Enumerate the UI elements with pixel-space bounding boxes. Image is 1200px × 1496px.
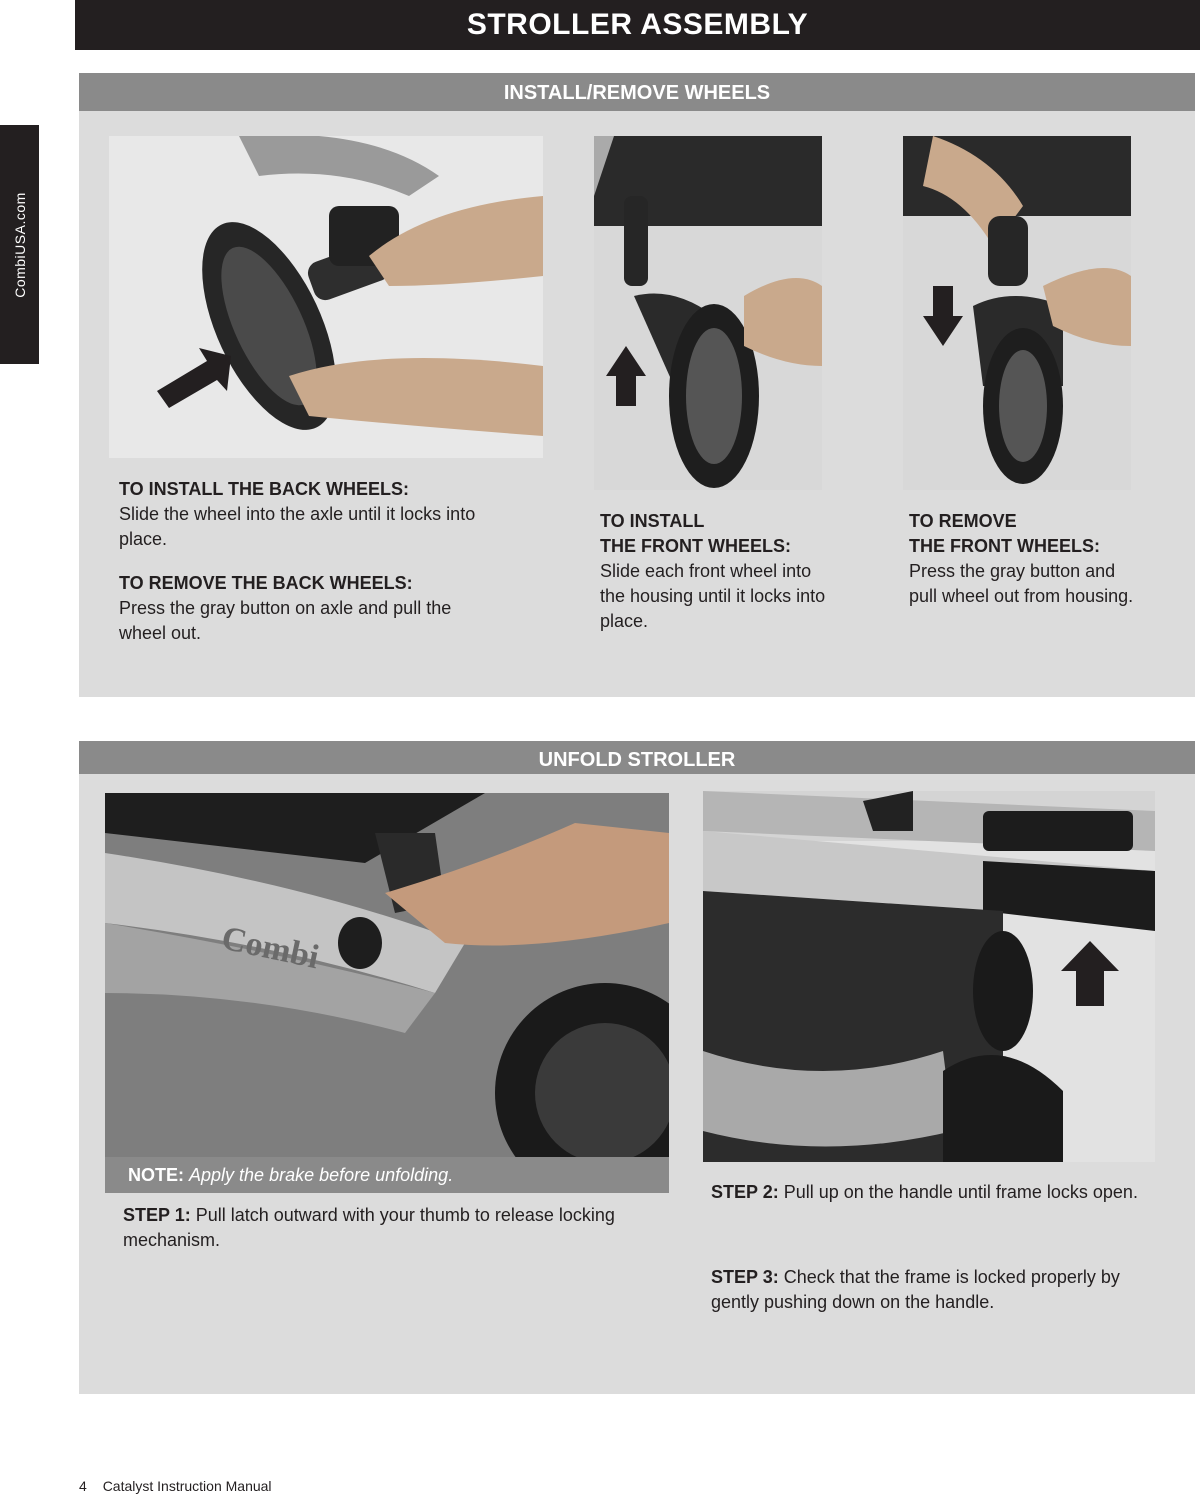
front-remove-photo <box>903 136 1131 490</box>
back-remove-body: Press the gray button on axle and pull the wheel out. <box>119 598 452 643</box>
step1-photo <box>105 793 669 1157</box>
note-bar <box>105 1157 669 1193</box>
page-number: 4 <box>79 1478 87 1494</box>
front-install-photo <box>594 136 822 490</box>
back-wheel-photo <box>109 136 543 458</box>
front-install-title-1: TO INSTALL <box>600 511 705 531</box>
front-remove-body: Press the gray button and pull wheel out from housing. <box>909 561 1134 606</box>
back-install-body: Slide the wheel into the axle until it locks into place. <box>119 504 476 549</box>
step2-label: STEP 2: <box>711 1182 779 1202</box>
step2-text <box>711 1180 1161 1205</box>
step1-text <box>123 1203 643 1253</box>
step2-body: Pull up on the handle until frame locks open. <box>783 1182 1138 1202</box>
footer <box>79 1478 272 1494</box>
step3-label: STEP 3: <box>711 1267 779 1287</box>
step2-photo <box>703 791 1155 1162</box>
unfold-panel <box>79 741 1195 1394</box>
back-remove-text <box>119 571 499 646</box>
step1-body: Pull latch outward with your thumb to release locking mechanism. <box>123 1205 615 1250</box>
step3-body: Check that the frame is locked properly by gently pushing down on the handle. <box>711 1267 1120 1312</box>
front-install-body: Slide each front wheel into the housing until it locks into place. <box>600 561 826 631</box>
note-label: NOTE: <box>128 1165 184 1185</box>
back-remove-title: TO REMOVE THE BACK WHEELS: <box>119 573 413 593</box>
step1-label: STEP 1: <box>123 1205 191 1225</box>
front-install-text <box>600 509 830 634</box>
manual-title: Catalyst Instruction Manual <box>102 1478 272 1494</box>
front-remove-text <box>909 509 1139 609</box>
page-title: STROLLER ASSEMBLY <box>75 0 1200 50</box>
back-install-text <box>119 477 499 552</box>
back-install-title: TO INSTALL THE BACK WHEELS: <box>119 479 409 499</box>
wheels-header: INSTALL/REMOVE WHEELS <box>79 73 1195 111</box>
front-remove-title-2: THE FRONT WHEELS: <box>909 536 1100 556</box>
side-tab-url: CombiUSA.com <box>11 191 28 298</box>
wheels-panel <box>79 73 1195 697</box>
combi-logo: Combi <box>218 919 323 977</box>
note-text: Apply the brake before unfolding. <box>189 1165 454 1185</box>
side-tab <box>0 125 39 364</box>
step3-text <box>711 1265 1161 1315</box>
front-remove-title-1: TO REMOVE <box>909 511 1017 531</box>
front-install-title-2: THE FRONT WHEELS: <box>600 536 791 556</box>
unfold-header: UNFOLD STROLLER <box>79 741 1195 774</box>
